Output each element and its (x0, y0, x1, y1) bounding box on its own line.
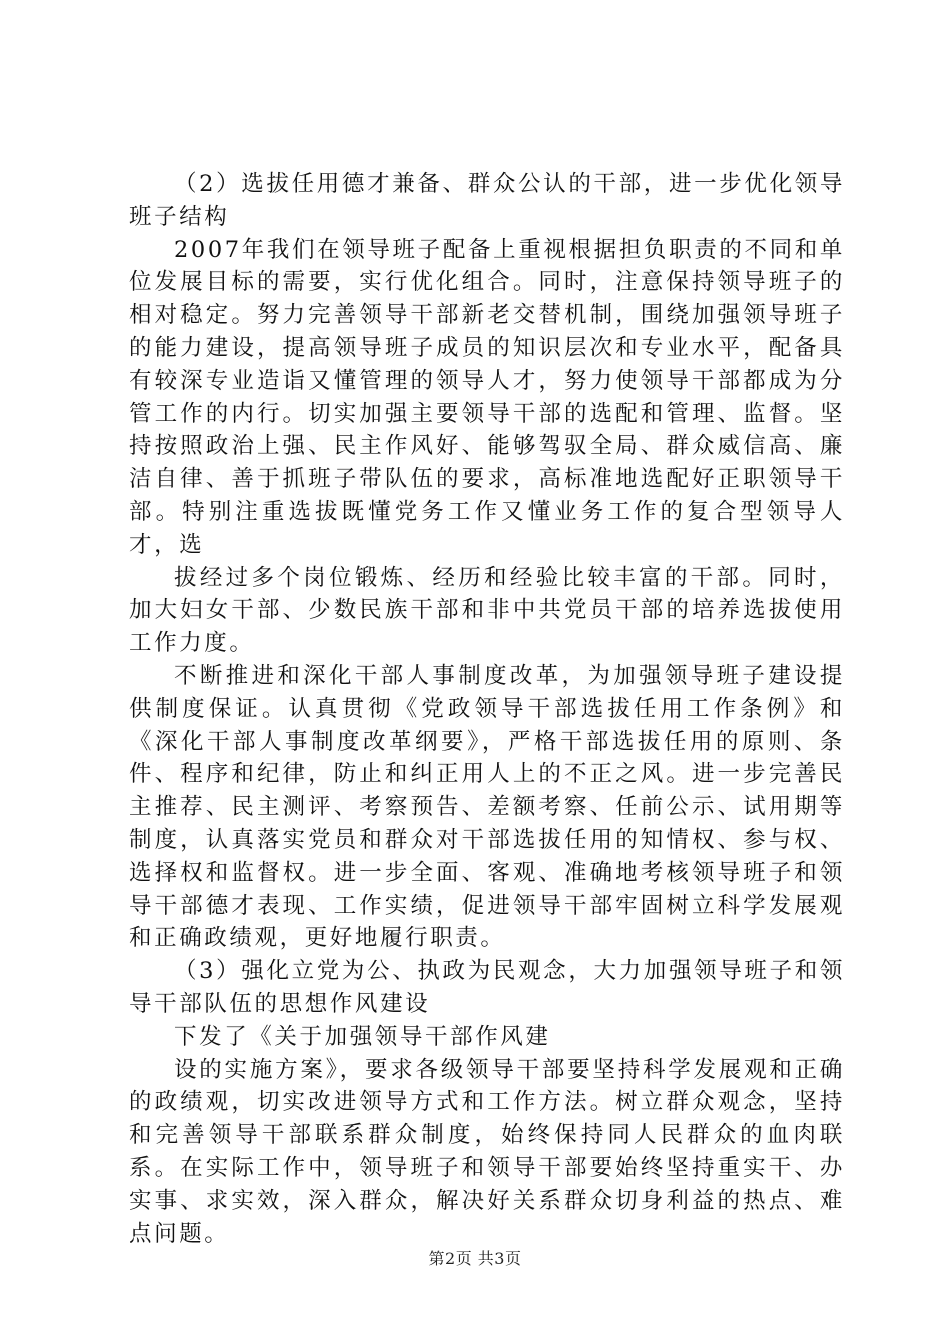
body-paragraph: 拔经过多个岗位锻炼、经历和经验比较丰富的干部。同时，加大妇女干部、少数民族干部和非中共党员干部的培养选拔使用工作力度。 (129, 564, 845, 657)
body-paragraph: 2007年我们在领导班子配备上重视根据担负职责的不同和单位发展目标的需要，实行优化组合。同时，注意保持领导班子的相对稳定。努力完善领导干部新老交替机制，围绕加强领导班子的能力建设，提高领导班子成员的知识层次和专业水平，配备具有较深专业造诣又懂管理的领导人才，努力使领导干部都成为分管工作的内行。切实加强主要领导干部的选配和管理、监督。坚持按照政治上强、民主作风好、能够驾驭全局、群众威信高、廉洁自律、善于抓班子带队伍的要求，高标准地选配好正职领导干部。特别注重选拔既懂党务工作又懂业务工作的复合型领导人才，选 (129, 236, 845, 558)
section-heading-2: （2）选拔任用德才兼备、群众公认的干部，进一步优化领导班子结构 (129, 171, 845, 230)
body-paragraph: 下发了《关于加强领导干部作风建 (174, 1023, 551, 1050)
page-footer (0, 1246, 950, 1269)
section-heading-3: （3）强化立党为公、执政为民观念，大力加强领导班子和领导干部队伍的思想作风建设 (129, 958, 845, 1017)
body-paragraph: 不断推进和深化干部人事制度改革，为加强领导班子建设提供制度保证。认真贯彻《党政领导干部选拔任用工作条例》和《深化干部人事制度改革纲要》，严格干部选拔任用的原则、条件、程序和纪律，防止和纠正用人上的不正之风。进一步完善民主推荐、民主测评、考察预告、差额考察、任前公示、试用期等制度，认真落实党员和群众对干部选拔任用的知情权、参与权、选择权和监督权。进一步全面、客观、准确地考核领导班子和领导干部德才表现、工作实绩，促进领导干部牢固树立科学发展观和正确政绩观，更好地履行职责。 (129, 662, 845, 952)
document-body (129, 168, 845, 1250)
page-number: 第2页 共3页 (428, 1249, 522, 1268)
body-paragraph: 设的实施方案》，要求各级领导干部要坚持科学发展观和正确的政绩观，切实改进领导方式和工作方法。树立群众观念，坚持和完善领导干部联系群众制度，始终保持同人民群众的血肉联系。在实际工作中，领导班子和领导干部要始终坚持重实干、办实事、求实效，深入群众，解决好关系群众切身利益的热点、难点问题。 (129, 1056, 845, 1247)
